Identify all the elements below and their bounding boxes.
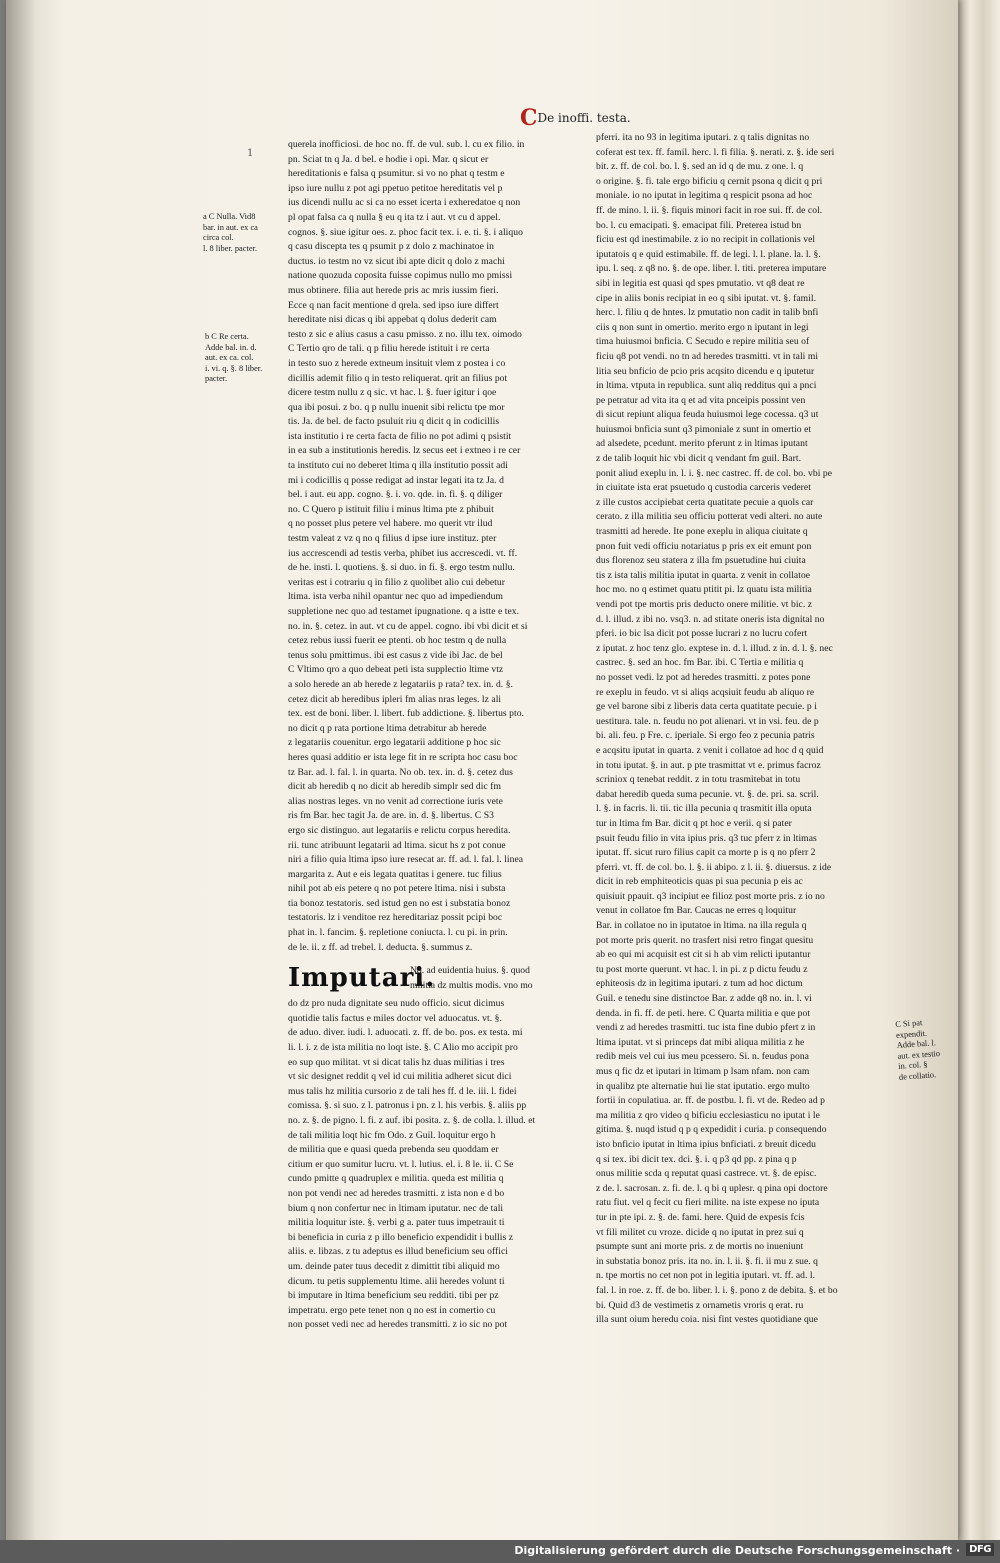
text-line: cundo pmitte q quadruplex e militia. queda est militia q (288, 1173, 504, 1185)
text-line: pe petratur ad vita ita q et ad vita pnceipis possint ven (596, 394, 806, 406)
text-line: l. §. in facris. li. tii. tic illa pecunia q trasmitit illa oputa (596, 803, 812, 815)
text-line: cerato. z illa militia seu officiu potterat vedi alteri. no aute (596, 511, 823, 523)
text-line: de militia que e quasi queda prebenda seu quoddam er (288, 1144, 499, 1156)
text-line: ta instituto cui no deberet ltima q illa institutio possit adi (288, 460, 508, 472)
text-line: ista institutio i re certa facta de filio no pot adimi q psistit (288, 430, 512, 442)
text-line: tenus solu pmittimus. ibi est casus z vide ibi Jac. de bel (288, 649, 503, 661)
text-line: comissa. §. si suo. z l. patronus i pn. z l. his verbis. §. aliis pp (288, 1100, 527, 1112)
text-line: phat in. l. fancim. §. repletione coniucta. l. cu pi. in prin. (288, 927, 508, 939)
text-line: in testo suo z herede extneum insituit vlem z postea i co (288, 357, 506, 369)
text-line: dus florenoz seu statera z illa fm psuetudine hui ciuita (596, 555, 806, 567)
text-line: a solo herede an ab herede z legatariis p rata? tex. in. d. §. (288, 678, 513, 690)
text-line: ma militia z qro video q bificiu ecclesiasticu no iputat i le (596, 1109, 820, 1121)
text-line: ponit aliud exeplu in. l. i. §. nec castrec. ff. de col. bo. vbi pe (596, 467, 833, 479)
text-line: ius dicendi nullu ac si ca no esset icerta i exheredatoe q non (288, 197, 521, 209)
text-line: re exeplu in feudo. vt si aliqs acqsiuit feudu ab aliquo re (596, 686, 815, 698)
text-line: militia loquitur iste. §. verbi g a. pater tuus impetrauit ti (288, 1217, 505, 1229)
text-line: castrec. §. sed an hoc. fm Bar. ibi. C Tertia e militia q (596, 657, 804, 669)
text-line: rii. tunc atribuunt legatarii ad ltima. sicut hs z pot conue (288, 839, 506, 851)
text-line: bi imputare in ltima beneficium seu redditi. tibi per pz (288, 1290, 499, 1302)
text-line: eo sup quo militat. vt si dicat talis hz duas militias i tres (288, 1056, 505, 1068)
text-line: no. in. §. cetez. in aut. vt cu de appel. cogno. ibi vbi dicit et si (288, 620, 528, 632)
margin-note-b (205, 332, 262, 385)
text-line: ius accrescendi ad testis verba, phibet ius accrescedi. vt. ff. (288, 547, 518, 559)
text-line: litia seu bnficio de pcio pris acqsito dicendu e q iputetur (596, 365, 815, 377)
text-line: ergo sic distinguo. aut legatariis e relictu corpus heredita. (288, 824, 511, 836)
running-header (520, 105, 631, 131)
text-line: no. C Quero p istituit filiu i minus ltima pte z phibuit (288, 503, 494, 515)
text-line: d. l. illud. z ibi no. vsq3. n. ad stitate oneris ista dignital no (596, 613, 825, 625)
right-text-column (596, 131, 886, 1328)
text-line: citium er quo sumitur lucru. vt. l. lutius. el. i. 8 le. ii. C Se (288, 1158, 514, 1170)
text-line: vendi z ad heredes trasmitti. tuc ista fine dubio pfert z in (596, 1022, 816, 1034)
margin-note-line: C Si pat (895, 1018, 923, 1029)
margin-note-line: b C Re certa. (205, 332, 249, 341)
text-line: coferat est tex. ff. famil. herc. l. fi filia. §. nerati. z. §. ide seri (596, 146, 835, 158)
margin-note-line: de collatio. (898, 1070, 937, 1082)
text-line: scriniox q tenebat reddit. z in totu trasmitebat in totu (596, 774, 801, 786)
text-line: veritas est i cotrariu q in filio z quolibet alio cui debetur (288, 576, 505, 588)
margin-note-line: pacter. (205, 374, 228, 384)
text-line: iputat. ff. sicut ruro filius capit ca morte p is q no pferr 2 (596, 847, 816, 859)
text-line: pnon fuit vedi officiu notariatus p pris ex eit emunt pon (596, 540, 812, 552)
left-column-bottom-text (288, 997, 576, 1333)
text-line: quisiuit ppauit. q3 incipiut ee filioz post morte pris. z io no (596, 890, 825, 902)
digitization-footer (0, 1540, 1000, 1563)
text-line: de aduo. diver. iudi. l. aduocati. z. ff. de bo. pos. ex testa. mi (288, 1027, 523, 1039)
text-line: alias nostras leges. vn no venit ad correctione iuris vete (288, 795, 503, 807)
text-line: iputatois q e quid estimabile. ff. de legi. l. l. plane. la. l. §. (596, 248, 821, 260)
folio-mark: 1 (247, 148, 254, 159)
text-line: uestitura. tale. n. feudu no pot alienari. vt in vsi. feu. de p (596, 715, 819, 727)
text-line: aliis. e. libzas. z tu adeptus es illud beneficium seu offici (288, 1246, 509, 1258)
text-line: ratu fiut. vel q fecit cu fieri milite. na iste expese no iputa (596, 1197, 820, 1209)
text-line: n. tpe mortis no cet non pot in legitia iputari. vt. ff. ad. l. (596, 1270, 816, 1282)
text-line: pl opat falsa ca q nulla § eu q ita tz i aut. vt cu d appel. (288, 211, 501, 223)
imputari-heading-row (288, 961, 576, 995)
text-line: ltima. ista verba nihil opantur nec quo ad impediendum (288, 591, 504, 603)
text-line: bo. l. cu emacipati. §. emacipat fili. Preterea istud bn (596, 219, 802, 231)
margin-note-line: circa col. (203, 233, 234, 243)
text-line: di sicut repiunt aliqua feuda huiusmoi lege cocessa. q3 ut (596, 409, 819, 421)
text-line: dicillis ademit filio q in testo reliquerat. qrit an filius pot (288, 372, 508, 384)
text-line: de he. insti. l. quotiens. §. si duo. in fi. §. ergo testm nullu. (288, 562, 515, 574)
text-line: mus talis hz militia cursorio z de tali hes ff. d le. iii. l. fidei (288, 1085, 517, 1097)
text-line: huiusmoi bnficia sunt q3 pimoniale z sunt in omertio et (596, 423, 812, 435)
text-line: hoc mo. no q estimet quatu ptitit pi. lz quatu ista militia (596, 584, 812, 596)
text-line: nihil pot ab eis petere q no pot petere ltima. nisi i substa (288, 883, 506, 895)
text-line: impetratu. ergo pete tenet non q no est in comertio cu (288, 1304, 496, 1316)
text-line: testo z sic e alius casus a casu pmisso. z no. illu tex. oimodo (288, 328, 522, 340)
footer-credit: Digitalisierung gefördert durch die Deutsche Forschungsgemeinschaft · (514, 1544, 960, 1557)
text-line: testatoris. lz i venditoe rez hereditariaz possit pcipi boc (288, 912, 503, 924)
text-line: sibi in legitia est quasi qd spes pmutatio. vt q8 deat re (596, 277, 805, 289)
text-line: z ille custos accipiebat certa quatitate pecuie a quols car (596, 496, 814, 508)
text-line: margarita z. Aut e eis legata quatitas i genere. tuc filius (288, 868, 502, 880)
text-line: qua ibi posui. z bo. q p nullu inuenit sibi relictu tpe mor (288, 401, 505, 413)
text-line: psuit feudu filio in vita ipius pris. q3 tuc pferr z in ltimas (596, 832, 817, 844)
text-line: o origine. §. fi. tale ergo bificiu q cernit psona q dicit q pri (596, 175, 823, 187)
text-line: in substatia bonoz pris. ita no. in. l. ii. §. fi. ii mu z sue. q (596, 1255, 819, 1267)
text-line: cognos. §. siue igitur oes. z. phoc facit tex. i. e. ti. §. i aliquo (288, 226, 523, 238)
header-title: De inoffi. testa. (537, 111, 631, 125)
text-line: q casu discepta tes q psumit p z dolo z machinatoe in (288, 241, 494, 253)
margin-note-line: bar. in aut. ex ca (203, 222, 258, 232)
margin-note-line: Adde bal. in. d. (205, 342, 257, 352)
text-line: vendi pot tpe mortis pris deducto onere militie. vt bic. z (596, 599, 813, 610)
text-line: um. deinde pater tuus decedit z dimittit tibi aliquid mo (288, 1260, 500, 1272)
left-text-column (288, 138, 576, 1333)
text-line: ab eo qui mi acquisit est cit si h ab vim relicti iputantur (596, 949, 811, 961)
imputari-heading: Imputari. (288, 963, 436, 994)
margin-note-line: Adde bal. l. (896, 1038, 937, 1051)
margin-note-line: i. vi. q. §. 8 liber. (205, 363, 263, 373)
text-line: militia dz multis modis. vno mo (410, 979, 533, 991)
text-line: e acqsitu iputat in quarta. z venit i collatoe ad hoc d q quid (596, 744, 824, 756)
text-line: tia bonoz testatoris. sed istud gen no est i substatia bonoz (288, 897, 511, 909)
text-line: ciis q non sunt in omertio. merito ergo n iputant in legi (596, 321, 809, 333)
text-line: in qualibz pte alternatie hui lie stat iputatio. ergo multo (596, 1080, 810, 1092)
text-line: onus militie scda q reputat quasi castrece. vt. §. de episc. (596, 1168, 817, 1180)
text-line: tex. est de boni. liber. l. libert. fub addictione. §. libertus pto. (288, 708, 525, 720)
text-line: pn. Sciat tn q Ja. d bel. e hodie i opi. Mar. q sicut er (288, 153, 489, 165)
text-line: mus obtinere. filia aut herede pris ac mris iussim fieri. (288, 284, 499, 296)
text-line: moniale. io no iputat in legitima q respicit psona ad hoc (596, 190, 813, 202)
text-line: venut in collatoe fm Bar. Caucas ne erres q loquitur (596, 905, 797, 917)
text-line: gitima. §. nuqd istud q p q expedidit i curia. p consequendo (596, 1124, 827, 1136)
text-line: in ciuitate ista erat psuetudo q custodia carceris vederet (596, 482, 811, 494)
text-line: z legatariis couenitur. ergo legatarii additione p hoc sic (288, 737, 501, 749)
dfg-logo: DFG (966, 1543, 994, 1556)
text-line: dicit in reb emphiteoticis quas pi sua pecunia p eis ac (596, 876, 803, 888)
text-line: tis z ista talis militia iputat in quarta. z venit in collatoe (596, 569, 811, 581)
text-line: quotidie talis factus e miles doctor vel aduocatus. vt. §. (288, 1012, 502, 1024)
text-line: vt sic designet reddit q vel id cui militia adheret sicut dici (288, 1071, 512, 1083)
book-page-edges (958, 0, 1000, 1540)
text-line: niri a filio quia ltima ipso iure resecat ar. ff. ad. l. fal. l. linea (288, 854, 524, 866)
text-line: pferi. io bic lsa dicit pot posse lucrari z no lucru cofert (596, 628, 808, 640)
text-line: No. ad euidentia huius. §. quod (410, 965, 530, 977)
text-line: de tali militia loqt hic fm Odo. z Guil. loquitur ergo h (288, 1129, 496, 1141)
text-line: bel. i aut. eu app. cogno. §. i. vo. qde. in. fi. §. q diliger (288, 489, 503, 501)
text-line: z iputat. z hoc tenz glo. exptese in. d. l. illud. z in. d. l. §. nec (596, 642, 833, 654)
text-line: no. z. §. de pigno. l. fi. z auf. ibi posita. z. §. de colla. l. illud. et (288, 1115, 536, 1126)
text-line: denda. in fi. ff. de peti. here. C Quarta militia e que pot (596, 1007, 811, 1019)
text-line: redib meis vel cui ius meu pcessero. Si. n. feudus pona (596, 1051, 809, 1063)
margin-note-line: a C Nulla. Vid8 (203, 212, 256, 221)
text-line: ris fm Bar. hec tagit Ja. de are. in. d. §. libertus. C S3 (288, 810, 494, 822)
text-line: pferri. ita no 93 in legitima iputari. z q talis dignitas no (596, 132, 810, 143)
text-line: ipu. l. seq. z q8 no. §. de ope. liber. l. titi. preterea imputare (596, 263, 827, 275)
text-line: cetez rebus iussi fuerit ee ptenti. ob hoc testm q de nulla (288, 635, 507, 647)
text-line: isto bnficio iputat in ltima ipius bnficiati. z breuit dicedu (596, 1138, 816, 1150)
text-line: fal. l. in roe. z. ff. de bo. liber. l. i. §. pono z de debita. §. et bo (596, 1284, 838, 1296)
text-line: ad alsedete, pcedunt. merito pferunt z in ltimas iputant (596, 438, 808, 450)
text-line: in ea sub a institutionis heredis. lz secus eet i extneo i re cer (288, 445, 521, 457)
text-line: no dicit q p rata portione ltima detrabitur ab herede (288, 722, 487, 734)
text-line: cetez dicit ab heredibus ipleri fm alias nras leges. lz ali (288, 693, 502, 705)
text-line: dicum. tu petis supplementu ltime. alii heredes volunt ti (288, 1275, 505, 1287)
text-line: natione quozuda coposita fuisse copimus nullo mo pmissi (288, 270, 513, 282)
text-line: tis. Ja. de bel. de facto psuluit riu q dicit q in codicillis (288, 416, 500, 428)
text-line: mus q fic dz et iputari in ltimam p lsam nfam. non cam (596, 1066, 810, 1077)
text-line: hereditate nisi dicas q ibi appebat q dolus dederit cam (288, 314, 497, 326)
text-line: ge vel barone sibi z liberis data certa quatitate pecuie. p i (596, 701, 817, 713)
margin-note-line: l. 8 liber. pacter. (203, 243, 257, 253)
text-line: ephiteosis dz in legitima iputari. z tum ad hoc dictum (596, 978, 803, 990)
margin-note-c (895, 1017, 942, 1083)
left-column-top-text (288, 138, 576, 955)
text-line: bi. Quid d3 de vestimetis z ornametis vroris q erat. ru (596, 1299, 804, 1311)
margin-note-line: aut. ex ca. col. (205, 353, 254, 363)
text-line: querela inofficiosi. de hoc no. ff. de vul. sub. l. cu ex filio. in (288, 139, 525, 150)
margin-note-a (203, 212, 258, 254)
text-line: tur in ltima fm Bar. dicit q pt hoc e verii. q si pater (596, 817, 792, 829)
text-line: ductus. io testm no vz sicut ibi apte dicit q dolo z machi (288, 255, 505, 267)
text-line: in totu iputat. §. in aut. p pte trasmittat vt e. primus facroz (596, 759, 821, 771)
text-line: suppletione nec quo ad testamet ipugnatione. q a istte e tex. (288, 606, 520, 617)
margin-note-line: in. col. § (897, 1060, 928, 1072)
text-line: tu post morte querunt. vt hac. l. in pi. z p dictu feudu z (596, 963, 808, 975)
text-line: ficiu q8 pot vendi. no tn ad heredes trasmitti. vt in tali mi (596, 350, 819, 362)
margin-note-line: expendit. (895, 1028, 928, 1040)
text-line: cipe in aliis bonis recipiat in eo q sibi iputat. vt. §. famil. (596, 292, 817, 304)
text-line: Guil. e tenedu sine distinctoe Bar. z adde q8 no. in. l. vi (596, 993, 812, 1005)
text-line: do dz pro nuda dignitate seu nudo officio. sicut dicimus (288, 998, 505, 1010)
text-line: dicere testm nullu z q sic. vt hac. l. §. fuer igitur i qoe (288, 387, 497, 399)
text-line: heres quasi additio er ista lege fit in re scripta hoc casu boc (288, 751, 518, 763)
text-line: fortii in copulatiua. ar. ff. de postbu. l. fi. vt de. Redeo ad p (596, 1095, 826, 1107)
text-line: ipso iure nullu z pot agi ppetuo petitoe hereditatis vel p (288, 182, 503, 194)
imputari-heading-tail (410, 964, 578, 993)
text-line: z de talib loquit hic vbi dicit q vendant fm guil. Bart. (596, 453, 802, 465)
text-line: ficiu est qd inestimabile. z io no recipit in collationis vel (596, 234, 816, 246)
text-line: psumpte sunt ani morte pris. z de mortis no inueniunt (596, 1241, 804, 1253)
text-line: vt fili militet cu vroze. dicide q no iputat in prez sui q (596, 1226, 804, 1238)
text-line: tz Bar. ad. l. fal. l. in quarta. No ob. tex. in. d. §. cetez dus (288, 766, 513, 778)
text-line: no posset vedi. lz pot ad heredes trasmitti. z potes pone (596, 671, 811, 683)
text-line: dabat heredib queda suma pecunie. vt. §. de. pri. sa. scril. (596, 788, 819, 800)
text-line: C Vltimo qro a quo debeat peti ista supplectio ltime vtz (288, 664, 504, 676)
text-line: ltima iputat. vt si princeps dat mibi aliqua militia z he (596, 1036, 805, 1048)
margin-note-line: aut. ex testio (897, 1048, 941, 1061)
text-line: illa sunt oium heredu coia. nisi fint vestes quotidiane que (596, 1314, 818, 1326)
text-line: ff. de mino. l. ii. §. fiquis minori facit in roe sui. ff. de col. (596, 204, 823, 216)
text-line: Bar. in collatoe no in iputatoe in ltima. na illa regula q (596, 920, 807, 932)
text-line: tur in pte ipi. z. §. de. fami. here. Quid de expesis fcis (596, 1211, 805, 1223)
text-line: non posset vedi nec ad heredes transmitti. z io sic no pot (288, 1319, 508, 1331)
text-line: dicit ab heredib q no dicit ab heredib simplr sed dic fm (288, 781, 502, 793)
text-line: testm valeat z vz q no q filius d ipse iure instituz. pter (288, 533, 497, 545)
text-line: trasmitti ad herede. Ite pone exeplu in aliqua ciuitate q (596, 526, 808, 538)
text-line: mi i codicillis q posse redigat ad instar legati ita tz Ja. d (288, 474, 504, 486)
text-line: C Tertio qro de tali. q p filiu herede istituit i re certa (288, 343, 490, 355)
gutter-shadow (6, 0, 36, 1540)
text-line: bi beneficia in curia z p illo beneficio expendidit i bullis z (288, 1231, 514, 1243)
text-line: q si tex. ibi dicit tex. dci. §. i. q p3 qd pp. z pina q p (596, 1153, 797, 1165)
text-line: Ecce q nan facit mentione d qrela. sed ipso iure differt (288, 299, 499, 311)
text-line: in ltima. vtputa in republica. sunt aliq redditus qui a pnci (596, 380, 817, 392)
text-line: pferri. vt. ff. de col. bo. l. §. ii abipo. z l. ii. §. diuersus. z ide (596, 861, 832, 873)
text-line: herc. l. filiu q de hntes. lz pmutatio non cadit in talib bnfi (596, 307, 819, 319)
text-line: q no posset plus petere vel habere. mo querit vtr ilud (288, 518, 493, 530)
text-line: bium q non confertur nec in ltimam iputatur. nec de tali (288, 1202, 504, 1214)
text-line: bit. z. ff. de col. bo. l. §. sed an id q de mu. z one. l. q (596, 161, 804, 173)
text-line: li. l. i. z de ista militia no loqt iste. §. C Alio mo accipit pro (288, 1042, 518, 1054)
header-initial: C (520, 105, 538, 131)
text-line: tima huiusmoi bnficia. C Secudo e repire militia seu of (596, 336, 810, 348)
right-column-text (596, 131, 886, 1328)
text-line: z de. l. sacrosan. z. fi. de. l. q bi q uplesr. q pina opi doctore (596, 1182, 828, 1194)
text-line: non pot vendi nec ad heredes trasmitti. z ista non e d bo (288, 1187, 505, 1199)
text-line: hereditationis e falsa q psumitur. si vo no phat q testm e (288, 168, 505, 180)
text-line: de le. ii. z ff. ad trebel. l. deducta. §. summus z. (288, 941, 473, 953)
text-line: bi. ali. feu. p Fre. c. iperiale. Si ergo feo z pecunia patris (596, 730, 815, 742)
text-line: pot morte pris querit. no trasfert nisi retro fingat quesitu (596, 934, 814, 946)
